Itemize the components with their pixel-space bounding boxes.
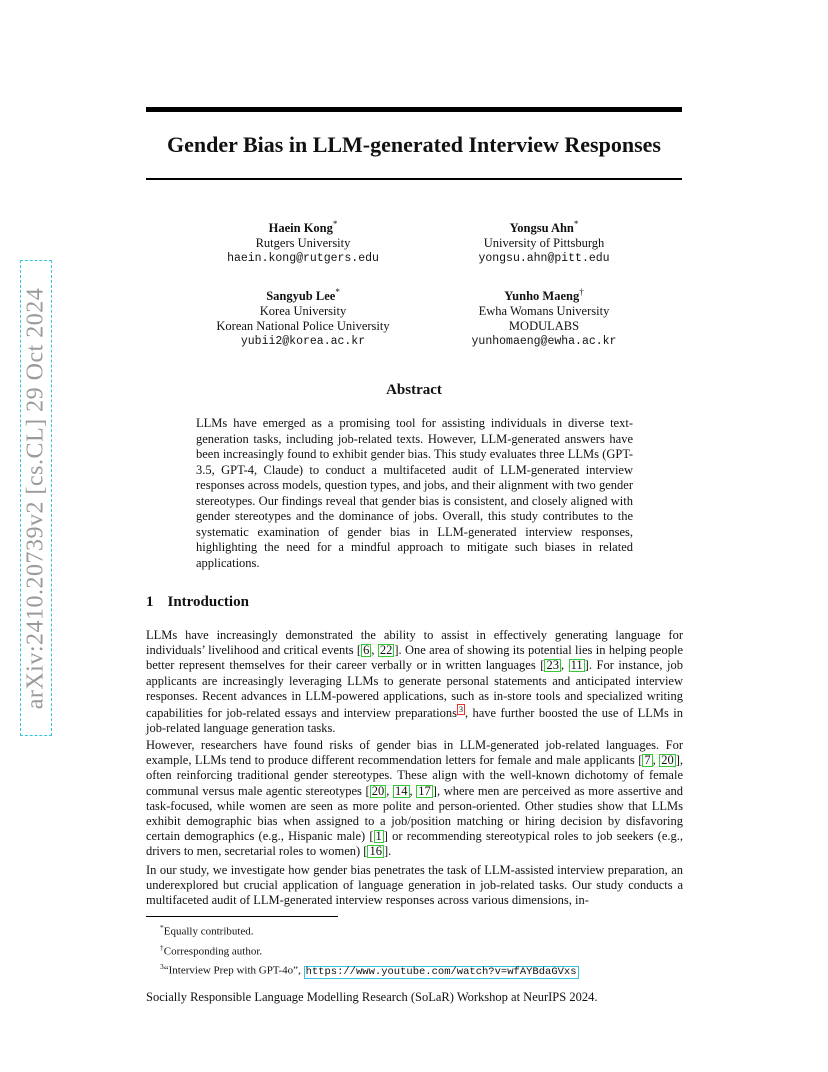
venue-note: Socially Responsible Language Modelling Research (SoLaR) Workshop at NeurIPS 2024.	[146, 990, 598, 1004]
citation-link[interactable]: 20	[371, 783, 385, 798]
author-name: Yongsu Ahn*	[509, 219, 579, 236]
author-name: Haein Kong*	[268, 219, 338, 236]
citation-link[interactable]: 23	[546, 658, 559, 673]
citation-link[interactable]: 1	[375, 829, 382, 844]
footnote-1: *Equally contributed.	[160, 923, 254, 938]
author-affiliation: University of Pittsburgh	[483, 236, 605, 251]
citation-link[interactable]: 6	[363, 643, 370, 658]
intro-paragraph-2: However, researchers have found risks of gender bias in LLM-generated job-related languages. For example, LLMs tend to produce different recommendation letters for female and male applicants [ 7 , 20 ], often reinforcing traditional gender stereotypes. These align with the well-known dichotomy of female communal versus male agentic stereotypes [ 20 , 14 , 17 ], where men are perceived as more assertive and task-focused, while women are seen as more polite and person-oriented. Other studies show that LLMs exhibit demographic bias when assigned to a job/position matching or hiring decision by disfavoring certain demographics (e.g., Hispanic male) [ 1 ] or recommending stereotypical roles to job seekers (e.g., drivers to men, secretarial roles to women) [ 16 ].	[146, 738, 684, 859]
citation-link[interactable]: 14	[395, 783, 408, 798]
author-affiliation: Ewha Womans University	[478, 304, 610, 319]
section-heading	[146, 594, 249, 611]
intro-paragraph-1: LLMs have increasingly demonstrated the ability to assist in effectively generating language for individuals’ livelihood and critical events [ 6 , 22 ]. One area of showing its potential lies in helping people better represent themselves for their career verbally or in written languages [ 23 , 11 ]. For instance, job applicants are increasingly leveraging LLMs to generate personal statements and anticipated interview responses. Recent advances in LLM-powered applications, such as in-store tools and specialized writing capabilities for job-related essays and interview preparations 3 , have further boosted the use of LLMs in job-related language generation tasks.	[146, 628, 684, 736]
section-title: Introduction	[167, 594, 249, 610]
author-block	[414, 285, 674, 349]
author-email: yongsu.ahn@pitt.edu	[478, 252, 610, 266]
intro-paragraph-3: In our study, we investigate how gender bias penetrates the task of LLM-assisted interview preparation, an underexplored but crucial application of language generation in job-related tasks. Our study conducts a multifaceted audit of LLM-generated interview responses across various dimensions, in-	[146, 863, 683, 908]
author-affiliation: Korean National Police University	[216, 319, 390, 334]
abstract-heading: Abstract	[386, 382, 442, 398]
paper-title: Gender Bias in LLM-generated Interview Responses	[167, 132, 661, 157]
citation-link[interactable]: 20	[661, 753, 674, 768]
arxiv-identifier-stamp[interactable]	[20, 260, 52, 736]
citation-link[interactable]: 7	[644, 753, 651, 768]
footnote-2: †Corresponding author.	[160, 942, 263, 958]
youtube-link[interactable]: https://www.youtube.com/watch?v=wfAYBdaGVxs	[305, 965, 577, 978]
author-name: Sangyub Lee*	[266, 287, 340, 304]
author-block	[414, 217, 674, 266]
author-email: haein.kong@rutgers.edu	[227, 252, 379, 266]
citation-link[interactable]: 16	[369, 844, 382, 859]
footnotes	[160, 920, 579, 979]
author-affiliation: MODULABS	[508, 319, 580, 334]
author-block	[173, 285, 433, 349]
citation-link[interactable]: 17	[418, 783, 431, 798]
footnote-rule	[146, 916, 338, 917]
author-affiliation: Rutgers University	[255, 236, 351, 251]
footnote-3: $^3$“Interview Prep with GPT-4o”, https://www.youtube.com/watch?v=wfAYBdaGVxs	[160, 962, 577, 978]
citation-link[interactable]: 22	[379, 643, 393, 658]
author-email: yubii2@korea.ac.kr	[240, 335, 366, 349]
author-name: Yunho Maeng†	[504, 287, 584, 304]
abstract-text: LLMs have emerged as a promising tool for assisting individuals in diverse text-generation tasks, including job-related texts. However, LLM-generated answers have been increasingly found to exhibit gender bias. This study evaluates three LLMs (GPT-3.5, GPT-4, Claude) to conduct a multifaceted audit of LLM-generated interview responses across models, question types, and jobs, and their alignment with two gender stereotypes. Our findings reveal that gender bias is consistent, and closely aligned with gender stereotypes and the dominance of jobs. Overall, this study contributes to the systematic examination of gender bias in LLM-generated interview responses, highlighting the need for a mindful approach to mitigate such biases in related applications.	[196, 416, 633, 570]
author-affiliation: Korea University	[259, 304, 347, 319]
title-top-rule	[146, 107, 682, 112]
section-number: 1	[146, 594, 154, 610]
footnote-link[interactable]: 3	[458, 705, 463, 715]
title-bottom-rule	[146, 178, 682, 180]
arxiv-identifier-text: arXiv:2410.20739v2 [cs.CL] 29 Oct 2024	[22, 287, 49, 709]
citation-link[interactable]: 11	[570, 658, 583, 673]
author-email: yunhomaeng@ewha.ac.kr	[471, 335, 617, 349]
author-block	[173, 217, 433, 266]
